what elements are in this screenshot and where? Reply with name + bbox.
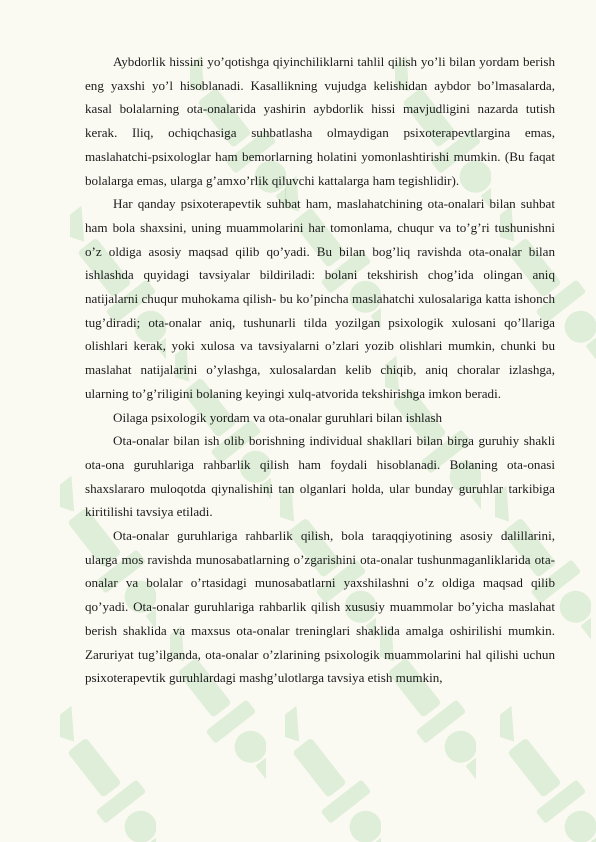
paragraph-2: Har qanday psixoterapevtik suhbat ham, maslahatchining ota-onalari bilan suhbat ham bola shaxsini, uning muammolarini har tomonlama, chuqur va to’g’ri tushunishni o’z oldiga asosiy maqsad qilib qo’yadi. Bu bilan bog’liq ravishda ota-onalar bilan ishlashda quyidagi tavsiyalar bildiriladi: bolani tekshirish chog’ida olingan aniq natijalarni chuqur muhokama qilish- bu ko’pincha maslahatchi xulosalariga katta ishonch tug’diradi; ota-onalar aniq, tushunarli tilda yozilgan psixologik xulosani qo’llariga olishlari kerak, yoki xulosa va tavsiyalarni o’zlari yozib olishlari mumkin, chunki bu maslahat natijalarini o’ylashga, xulosalardan kelib chiqib, aniq choralar izlashga, ularning to’g’riligini bolaning keyingi xulq-atvorida tekshirishga imkon beradi. — [85, 196, 555, 401]
green-logo-watermark — [285, 690, 381, 842]
green-logo-watermark — [500, 690, 596, 842]
paragraph-3: Ota-onalar bilan ish olib borishning individual shakllari bilan birga guruhiy shakli ota-ona guruhlariga rahbarlik qilish ham foydali hisoblanadi. Bolaning ota-onasi shaxslararo muloqotda qiynalishini tan olganlari holda, ular bunday guruhlar tarkibiga kiritilishi tavsiya etiladi. — [85, 433, 555, 520]
paragraph-1: Aybdorlik hissini yo’qotishga qiyinchiliklarni tahlil qilish yo’li bilan yordam berish eng yaxshi yo’l hisoblanadi. Kasallikning vujudga kelishidan aybdor bo’lmasalarda, kasal bolalarning ota-onalarida yashirin aybdorlik hissi mavjudligini nazarda tutish kerak. Iliq, ochiqchasiga suhbatlasha olmaydigan psixoterapevtlargina emas, maslahatchi-psixologlar ham bemorlarning holatini yomonlashtirishi mumkin. (Bu faqat bolalarga emas, ularga g’amxo’rlik qiluvchi kattalarga ham tegishlidir). — [85, 54, 555, 188]
section-heading: Oilaga psixologik yordam va ota-onalar guruhlari bilan ishlash — [113, 409, 443, 425]
paragraph-4: Ota-onalar guruhlariga rahbarlik qilish, bola taraqqiyotining asosiy dalillarini, ularga mos ravishda munosabatlarning o’zgarishini ota-onalar tushunmaganliklarida ota-onalar va bolalar o’rtasidagi munosabatlarni yaxshilashni o’z oldiga maqsad qilib qo’yadi. Ota-onalar guruhlariga rahbarlik qilish xususiy muammolar bo’yicha maslahat berish shaklida va maxsus ota-onalar treninglari shaklida amalga oshirilishi mumkin. Zaruriyat tug’ilganda, ota-onalar o’zlarining psixologik muammolarini hal qilishi uchun psixoterapevtik guruhlardagi mashg’ulotlarga tavsiya etish mumkin, — [85, 528, 555, 686]
green-logo-watermark — [60, 690, 156, 842]
text-column — [85, 50, 555, 690]
